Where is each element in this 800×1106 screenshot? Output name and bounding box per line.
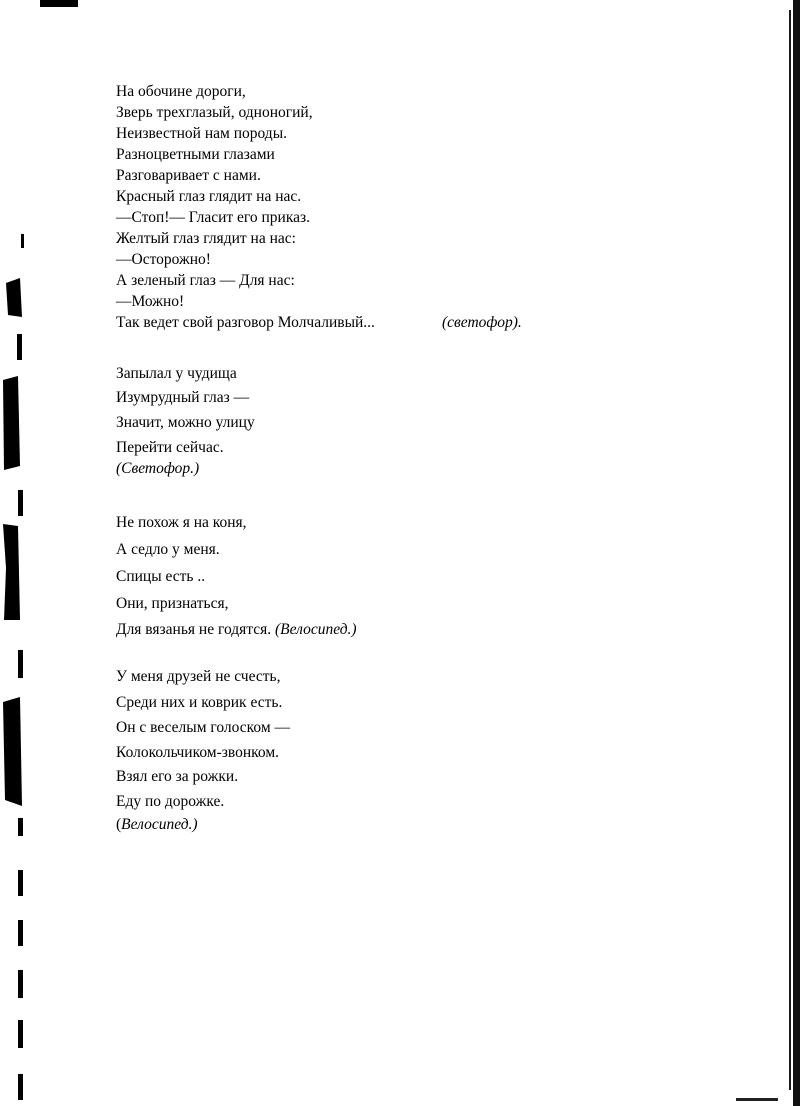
verse-line: Они, признаться,	[116, 595, 229, 612]
verse-line: Разноцветными глазами	[116, 146, 275, 163]
verse-line: Неизвестной нам породы.	[116, 125, 287, 142]
verse-line: У меня друзей не счесть,	[116, 668, 281, 685]
verse-text: Для вязанья не годятся.	[116, 621, 272, 638]
verse-line: На обочине дороги,	[116, 83, 246, 100]
binding-holes	[0, 0, 40, 1106]
riddle-answer: (Светофор.)	[116, 460, 200, 477]
riddle-answer: Велосипед.)	[121, 816, 198, 833]
scan-mark-top	[40, 0, 78, 7]
verse-line: —Можно!	[116, 293, 185, 310]
verse-line: Изумрудный глаз —	[116, 389, 250, 406]
verse-line: Не похож я на коня,	[116, 514, 247, 531]
verse-line: Желтый глаз глядит на нас:	[116, 230, 296, 247]
verse-line: Он с веселым голоском —	[116, 719, 291, 736]
verse-line: —Стоп!— Гласит его приказ.	[116, 209, 311, 226]
verse-line: Перейти сейчас.	[116, 439, 224, 456]
scan-edge-right	[793, 0, 800, 1106]
verse-line: Взял его за рожки.	[116, 768, 239, 785]
scan-mark-bottom	[736, 1098, 778, 1101]
verse-line: Еду по дорожке.	[116, 793, 225, 810]
riddle-answer-line	[116, 817, 198, 833]
verse-line: Так ведет свой разговор Молчаливый...	[116, 314, 375, 331]
verse-line: А зеленый глаз — Для нас:	[116, 272, 295, 289]
scan-edge-right-inner	[789, 10, 791, 1090]
riddle-answer: (Велосипед.)	[275, 621, 357, 638]
verse-line: Спицы есть ..	[116, 568, 206, 585]
verse-line: Среди них и коврик есть.	[116, 694, 283, 711]
verse-line: Запылал у чудища	[116, 365, 237, 382]
riddle-answer: (светофор).	[442, 314, 522, 331]
verse-line: Значит, можно улицу	[116, 414, 255, 431]
answer-paren: (	[116, 816, 122, 833]
verse-line: А седло у меня.	[116, 541, 220, 558]
verse-line: Зверь трехглазый, одноногий,	[116, 104, 313, 121]
verse-line	[116, 622, 357, 638]
verse-line: Колокольчиком-звонком.	[116, 744, 280, 761]
verse-line: —Осторожно!	[116, 251, 211, 268]
verse-line: Разговаривает с нами.	[116, 167, 261, 184]
verse-line: Красный глаз глядит на нас.	[116, 188, 302, 205]
